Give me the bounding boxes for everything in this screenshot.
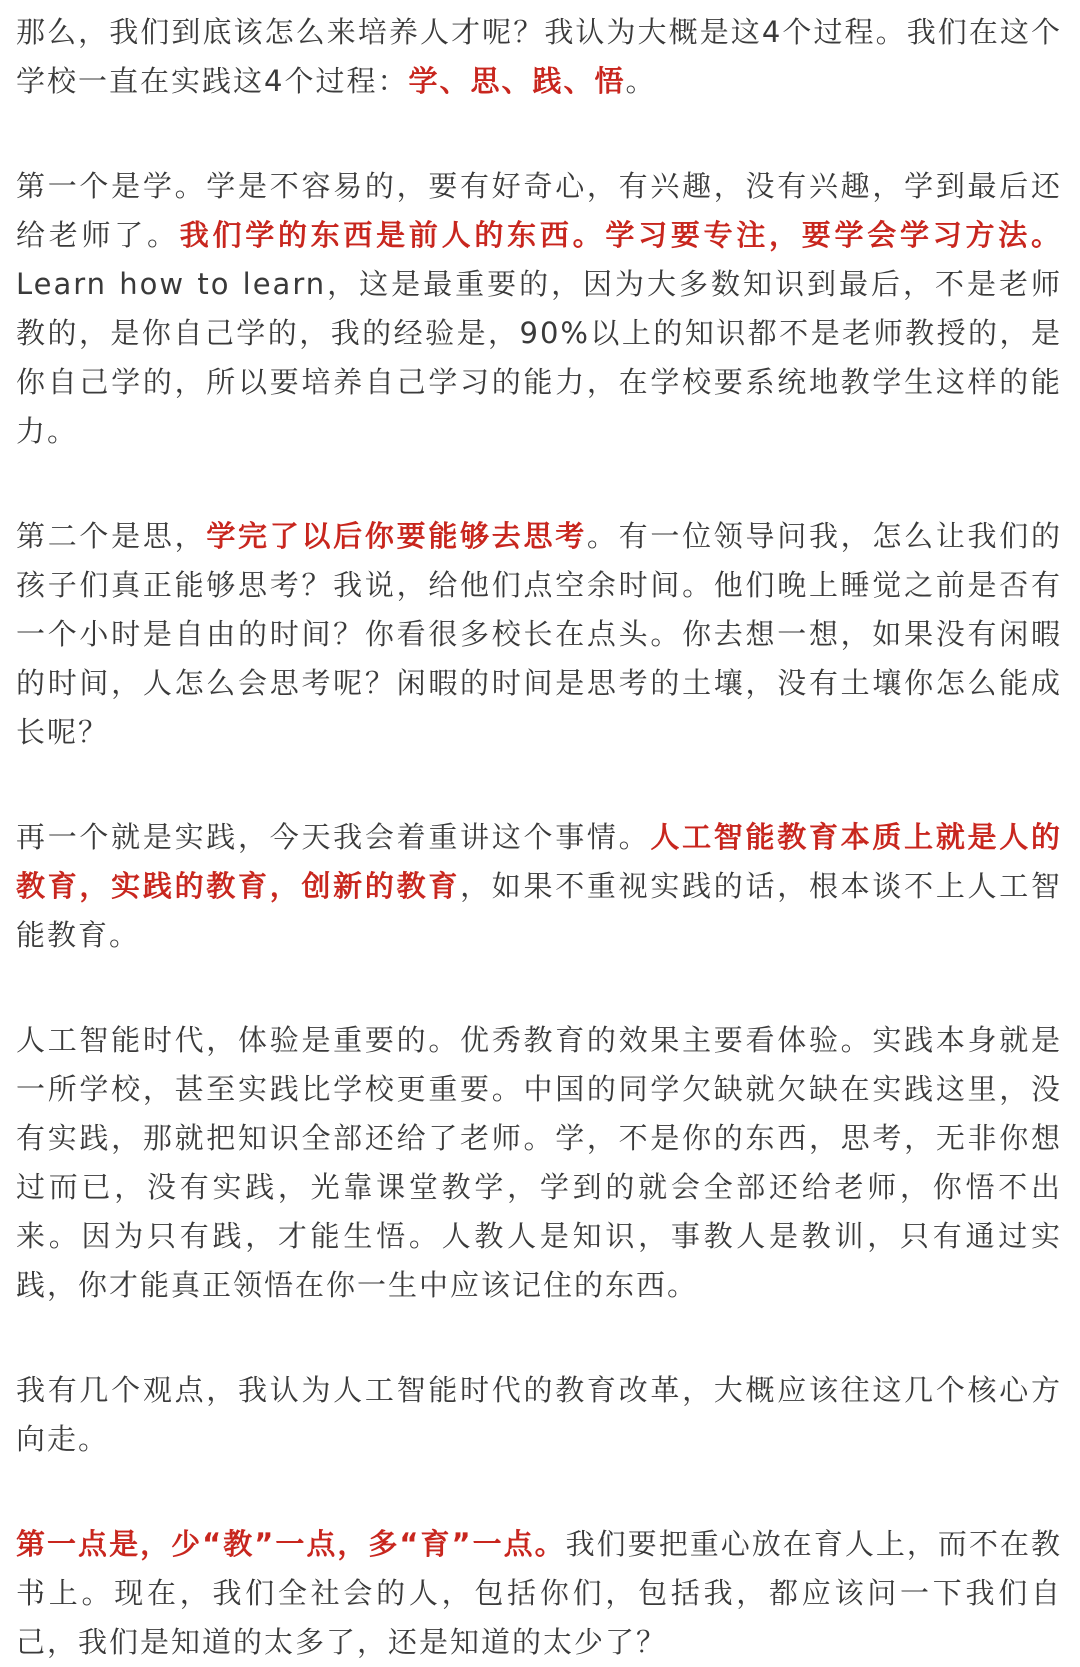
paragraph-learn (16, 162, 1062, 456)
highlight-segment: 学完了以后你要能够去思考 (206, 519, 587, 553)
text-segment: 再一个就是实践，今天我会着重讲这个事情。 (16, 820, 651, 854)
text-segment: 人工智能时代，体验是重要的。优秀教育的效果主要看体验。实践本身就是一所学校，甚至实践比学校更重要。中国的同学欠缺就欠缺在实践这里，没有实践，那就把知识全部还给了老师。学，不是你的东西，思考，无非你想过而已，没有实践，光靠课堂教学，学到的就会全部还给老师，你悟不出来。因为只有践，才能生悟。人教人是知识，事教人是教训，只有通过实践，你才能真正领悟在你一生中应该记住的东西。 (16, 1023, 1062, 1302)
paragraph-experience (16, 1016, 1062, 1310)
text-segment: 。有一位领导问我，怎么让我们的孩子们真正能够思考？我说，给他们点空余时间。他们晚上睡觉之前是否有一个小时是自由的时间？你看很多校长在点头。你去想一想，如果没有闲暇的时间，人怎么会思考呢？闲暇的时间是思考的土壤，没有土壤你怎么能成长呢？ (16, 519, 1062, 749)
paragraph-think (16, 512, 1062, 757)
text-segment: 第二个是思， (16, 519, 207, 553)
text-segment: 第一个是学。学是不容易的，要有好奇心，有兴趣，没有兴趣，学到最后还给老师了。 (16, 169, 1062, 252)
paragraph-practice (16, 813, 1062, 960)
text-segment: 我们要把重心放在育人上，而不在教书上。现在，我们全社会的人，包括你们，包括我，都应该问一下我们自己，我们是知道的太多了，还是知道的太少了？ (16, 1527, 1062, 1659)
highlight-segment: 第一点是，少“教”一点，多“育”一点。 (16, 1527, 566, 1561)
article-body (0, 8, 1080, 1667)
paragraph-intro (16, 8, 1062, 106)
text-segment: 那么，我们到底该怎么来培养人才呢？我认为大概是这4个过程。我们在这个学校一直在实践这4个过程： (16, 15, 1062, 98)
text-segment: 。 (625, 64, 657, 98)
highlight-segment: 学、思、践、悟 (408, 64, 626, 98)
highlight-segment: 我们学的东西是前人的东西。学习要专注，要学会学习方法。 (179, 218, 1062, 252)
text-segment: 我有几个观点，我认为人工智能时代的教育改革，大概应该往这几个核心方向走。 (16, 1373, 1062, 1456)
text-segment: ，如果不重视实践的话，根本谈不上人工智能教育。 (16, 869, 1062, 952)
text-segment: Learn how to learn，这是最重要的，因为大多数知识到最后，不是老师教的，是你自己学的，我的经验是，90%以上的知识都不是老师教授的，是你自己学的，所以要培养自己学习的能力，在学校要系统地教学生这样的能力。 (16, 267, 1062, 448)
paragraph-first-point (16, 1520, 1062, 1667)
highlight-segment: 人工智能教育本质上就是人的教育，实践的教育，创新的教育 (16, 820, 1062, 903)
paragraph-viewpoints (16, 1366, 1062, 1464)
